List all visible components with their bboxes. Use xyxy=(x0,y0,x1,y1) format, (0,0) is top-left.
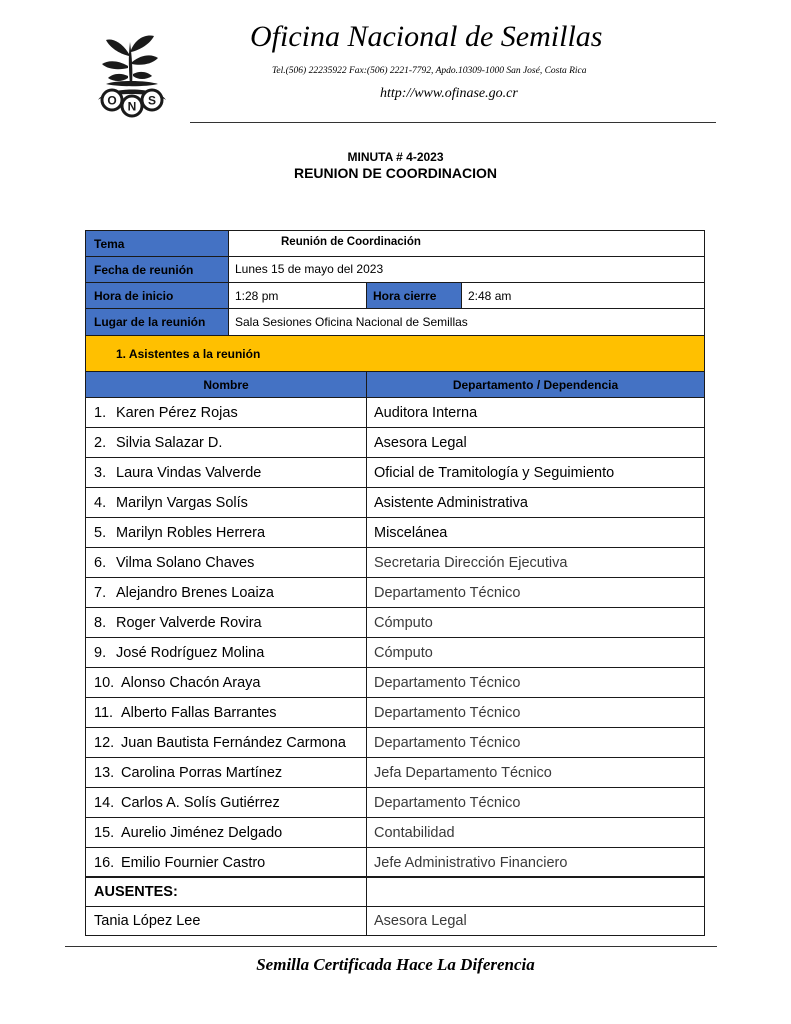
attendee-number: 14. xyxy=(94,794,115,811)
logo-letter-o: O xyxy=(107,93,117,108)
col-header-dept: Departamento / Dependencia xyxy=(366,371,705,398)
start-value: 1:28 pm xyxy=(228,282,367,309)
attendee-number: 11. xyxy=(94,704,114,721)
attendee-name xyxy=(85,457,367,488)
attendee-name xyxy=(85,517,367,548)
end-value: 2:48 am xyxy=(461,282,705,309)
attendee-name xyxy=(85,397,367,428)
attendee-name-text: Laura Vindas Valverde xyxy=(116,464,262,481)
attendee-number: 10. xyxy=(94,674,115,691)
absent-name: Tania López Lee xyxy=(85,906,367,936)
attendee-name-text: Emilio Fournier Castro xyxy=(121,854,266,871)
attendee-number: 15. xyxy=(94,824,115,841)
end-label: Hora cierre xyxy=(366,282,462,309)
attendee-name-text: Roger Valverde Rovira xyxy=(116,614,262,631)
meeting-title: REUNION DE COORDINACION xyxy=(293,165,497,181)
place-label: Lugar de la reunión xyxy=(85,308,229,336)
attendee-number: 9. xyxy=(94,644,107,661)
absent-dept: Asesora Legal xyxy=(366,906,705,936)
attendee-name xyxy=(85,547,367,578)
attendee-name xyxy=(85,727,367,758)
attendee-number: 6. xyxy=(94,554,107,571)
attendee-department: Secretaria Dirección Ejecutiva xyxy=(366,547,705,578)
attendee-name xyxy=(85,697,367,728)
contact-info: Tel.(506) 22235922 Fax:(506) 2221-7792, Apdo.10309-1000 San José, Costa Rica xyxy=(272,66,587,76)
attendee-department: Departamento Técnico xyxy=(366,787,705,818)
attendee-department: Departamento Técnico xyxy=(366,667,705,698)
start-label: Hora de inicio xyxy=(85,282,229,309)
attendee-name-text: Alejandro Brenes Loaiza xyxy=(116,584,274,601)
attendee-department: Cómputo xyxy=(366,607,705,638)
attendee-name xyxy=(85,427,367,458)
attendee-name xyxy=(85,847,367,878)
attendees-section-title: 1. Asistentes a la reunión xyxy=(85,335,705,372)
attendee-name xyxy=(85,577,367,608)
attendee-name xyxy=(85,667,367,698)
attendee-number: 2. xyxy=(94,434,107,451)
attendee-name xyxy=(85,757,367,788)
logo-letter-n: N xyxy=(127,99,137,114)
topic-label: Tema xyxy=(85,230,229,257)
attendee-department: Jefa Departamento Técnico xyxy=(366,757,705,788)
attendee-department: Departamento Técnico xyxy=(366,577,705,608)
attendee-name-text: Carolina Porras Martínez xyxy=(121,764,283,781)
attendee-name-text: Vilma Solano Chaves xyxy=(116,554,255,571)
attendee-name-text: José Rodríguez Molina xyxy=(116,644,265,661)
org-name: Oficina Nacional de Semillas xyxy=(250,20,603,53)
attendee-name-text: Aurelio Jiménez Delgado xyxy=(121,824,283,841)
attendee-number: 12. xyxy=(94,734,115,751)
minutes-table xyxy=(85,230,705,936)
attendee-name-text: Marilyn Robles Herrera xyxy=(116,524,266,541)
attendee-name-text: Juan Bautista Fernández Carmona xyxy=(121,734,346,751)
attendee-department: Jefe Administrativo Financiero xyxy=(366,847,705,878)
attendee-name xyxy=(85,787,367,818)
logo-letter-s: S xyxy=(147,93,157,108)
attendee-name-text: Marilyn Vargas Solís xyxy=(116,494,248,511)
attendee-name-text: Alonso Chacón Araya xyxy=(121,674,261,691)
attendee-name-text: Silvia Salazar D. xyxy=(116,434,223,451)
attendee-name-text: Carlos A. Solís Gutiérrez xyxy=(121,794,280,811)
attendee-name-text: Karen Pérez Rojas xyxy=(116,404,238,421)
absent-empty-cell xyxy=(366,876,705,907)
attendee-department: Auditora Interna xyxy=(366,397,705,428)
attendee-number: 8. xyxy=(94,614,107,631)
date-label: Fecha de reunión xyxy=(85,256,229,283)
attendee-department: Departamento Técnico xyxy=(366,697,705,728)
date-value: Lunes 15 de mayo del 2023 xyxy=(228,256,705,283)
attendee-department: Contabilidad xyxy=(366,817,705,848)
website-link[interactable]: http://www.ofinase.go.cr xyxy=(380,86,518,101)
col-header-name: Nombre xyxy=(85,371,367,398)
attendee-department: Departamento Técnico xyxy=(366,727,705,758)
attendee-department: Oficial de Tramitología y Seguimiento xyxy=(366,457,705,488)
attendee-department: Asistente Administrativa xyxy=(366,487,705,518)
attendee-name xyxy=(85,487,367,518)
attendee-department: Asesora Legal xyxy=(366,427,705,458)
attendee-number: 7. xyxy=(94,584,107,601)
attendee-number: 13. xyxy=(94,764,115,781)
attendee-department: Miscelánea xyxy=(366,517,705,548)
footer-slogan: Semilla Certificada Hace La Diferencia xyxy=(256,955,535,974)
attendee-number: 5. xyxy=(94,524,107,541)
attendee-number: 1. xyxy=(94,404,107,421)
absent-section-title: AUSENTES: xyxy=(85,876,367,907)
attendee-name xyxy=(85,817,367,848)
attendee-name-text: Alberto Fallas Barrantes xyxy=(121,704,277,721)
place-value: Sala Sesiones Oficina Nacional de Semillas xyxy=(228,308,705,336)
ons-logo xyxy=(92,30,172,118)
attendee-name xyxy=(85,637,367,668)
attendee-number: 3. xyxy=(94,464,107,481)
attendee-number: 4. xyxy=(94,494,107,511)
footer-divider xyxy=(65,946,717,947)
attendee-number: 16. xyxy=(94,854,115,871)
minute-number: MINUTA # 4-2023 xyxy=(347,150,444,164)
attendee-department: Cómputo xyxy=(366,637,705,668)
topic-value: Reunión de Coordinación xyxy=(228,230,705,257)
attendee-name xyxy=(85,607,367,638)
header-divider xyxy=(190,122,716,123)
